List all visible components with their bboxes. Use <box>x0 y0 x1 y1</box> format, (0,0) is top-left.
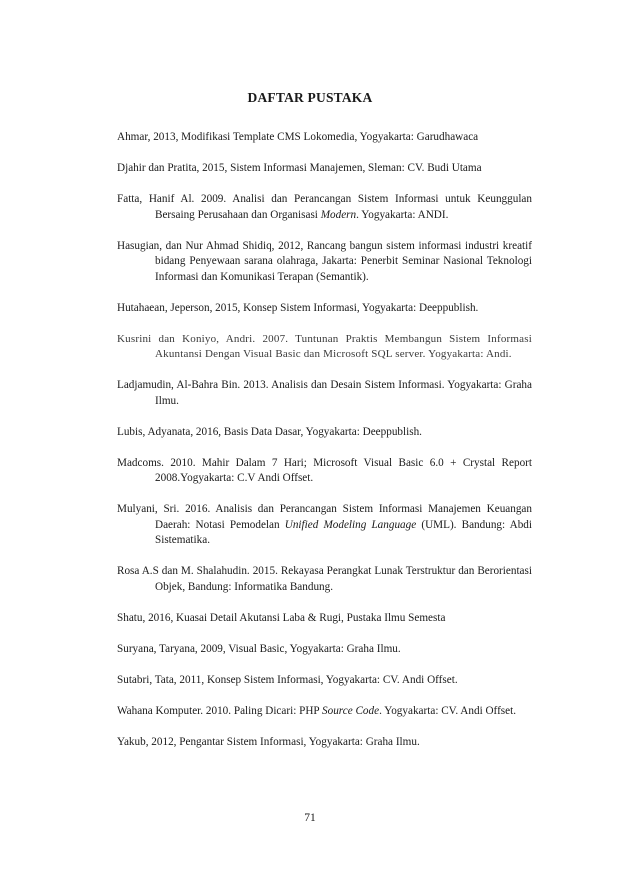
reference-entry: Lubis, Adyanata, 2016, Basis Data Dasar, Yogyakarta: Deeppublish. <box>117 425 422 438</box>
reference-entry: Wahana Komputer. 2010. Paling Dicari: PHP Source Code. Yogyakarta: CV. Andi Offset. <box>117 704 517 717</box>
page-number: 71 <box>304 812 316 824</box>
reference-entry: Hutahaean, Jeperson, 2015, Konsep Sistem Informasi, Yogyakarta: Deeppublish. <box>117 301 479 314</box>
reference-italic: Unified Modeling Language <box>284 518 417 531</box>
reference-entry: Rosa A.S dan M. Shalahudin. 2015. Rekayasa Perangkat Lunak Terstruktur dan Berorientasi Objek, Bandung: Informatika Bandung. <box>117 565 532 593</box>
reference-entry: Suryana, Taryana, 2009, Visual Basic, Yogyakarta: Graha Ilmu. <box>117 642 401 655</box>
reference-entry: Mulyani, Sri. 2016. Analisis dan Perancangan Sistem Informasi Manajemen Keuangan Daerah: Notasi Pemodelan Unified Modeling Language (UML). Bandung: Abdi Sistematika. <box>117 503 533 546</box>
reference-entry: Shatu, 2016, Kuasai Detail Akutansi Laba & Rugi, Pustaka Ilmu Semesta <box>117 611 446 624</box>
reference-entry: Sutabri, Tata, 2011, Konsep Sistem Informasi, Yogyakarta: CV. Andi Offset. <box>117 673 458 686</box>
reference-entry: Kusrini dan Koniyo, Andri. 2007. Tuntunan Praktis Membangun Sistem Informasi Akuntansi Dengan Visual Basic dan Microsoft SQL server. Yogyakarta: Andi. <box>117 332 532 360</box>
page-title: DAFTAR PUSTAKA <box>247 90 373 105</box>
reference-entry: Yakub, 2012, Pengantar Sistem Informasi, Yogyakarta: Graha Ilmu. <box>117 735 420 748</box>
reference-list <box>117 130 532 766</box>
reference-entry: Ladjamudin, Al-Bahra Bin. 2013. Analisis dan Desain Sistem Informasi. Yogyakarta: Graha Ilmu. <box>117 379 532 407</box>
reference-italic: Modern <box>320 208 357 221</box>
reference-italic: Source Code <box>322 704 380 717</box>
reference-entry: Ahmar, 2013, Modifikasi Template CMS Lokomedia, Yogyakarta: Garudhawaca <box>117 131 479 143</box>
reference-entry: Fatta, Hanif Al. 2009. Analisi dan Perancangan Sistem Informasi untuk Keunggulan Bersaing Perusahaan dan Organisasi Modern. Yogyakarta: ANDI. <box>117 193 532 221</box>
reference-entry: Madcoms. 2010. Mahir Dalam 7 Hari; Microsoft Visual Basic 6.0 + Crystal Report 2008.Yogyakarta: C.V Andi Offset. <box>117 456 532 484</box>
reference-entry: Hasugian, dan Nur Ahmad Shidiq, 2012, Rancang bangun sistem informasi industri kreatif bidang Penyewaan sarana olahraga, Jakarta: Penerbit Seminar Nasional Teknologi Informasi dan Komunikasi Terapan (Semantik). <box>117 239 532 283</box>
reference-entry: Djahir dan Pratita, 2015, Sistem Informasi Manajemen, Sleman: CV. Budi Utama <box>117 162 482 174</box>
